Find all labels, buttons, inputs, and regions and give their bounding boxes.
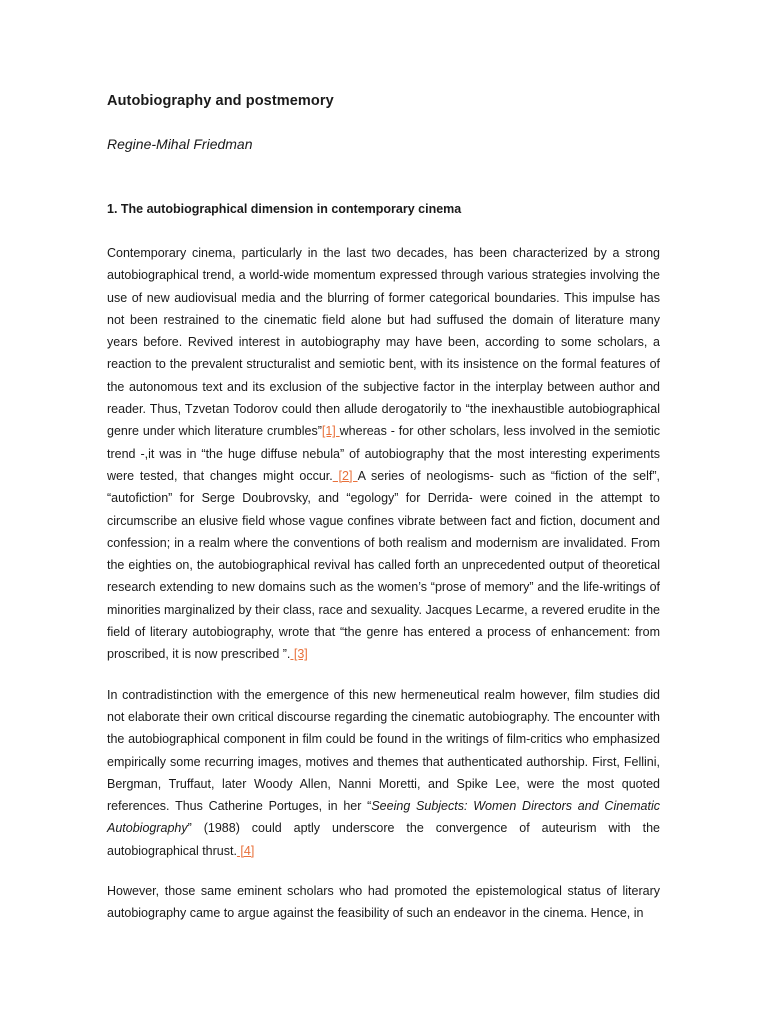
document-title: Autobiography and postmemory — [107, 93, 334, 109]
footnote-link[interactable]: [2] — [332, 468, 358, 483]
paragraph-2 — [107, 684, 660, 862]
footnote-link[interactable]: [4] — [236, 843, 255, 858]
footnote-link[interactable]: [1] — [321, 424, 340, 439]
author-name: Regine-Mihal Friedman — [107, 136, 253, 152]
document-body — [107, 91, 660, 925]
paragraph-text: whereas - for other scholars, less involved in the semiotic trend -,it was in “the huge diffuse nebula” of autobiography that the most interesting experiments were tested, that changes might occur. — [107, 424, 660, 483]
paragraph-text: A series of neologisms- such as “fiction of the self”, “autofiction” for Serge Doubrovsky, and “egology” for Derrida- were coined in the attempt to circumscribe an elusive field whose vague confines vibrate between fact and fiction, document and confession; in a realm where the conventions of both realism and modernism are invalidated. From the eighties on, the autobiographical revival has called forth an unprecedented output of theoretical research extending to new domains such as the women’s “prose of memory” and the life-writings of minorities marginalized by their class, race and sexuality. Jacques Lecarme, a revered erudite in the field of literary autobiography, wrote that “the genre has entered a process of enhancement: from proscribed, it is now prescribed ”. — [107, 468, 661, 662]
paragraph-text: In contradistinction with the emergence of this new hermeneutical realm however, film studies did not elaborate their own critical discourse regarding the cinematic autobiography. The encounter with the autobiographical component in film could be found in the writings of film-critics who emphasized empirically some recurring images, motives and themes that authenticated authorship. First, Fellini, Bergman, Truffaut, later Woody Allen, Nanni Moretti, and Spike Lee, were the most quoted references. Thus Catherine Portuges, in her “ — [107, 687, 660, 814]
italic-title: Seeing Subjects: Women Directors and Cinematic Autobiography — [107, 799, 660, 836]
paragraph-1 — [107, 242, 660, 666]
footnote-link[interactable]: [3] — [290, 647, 308, 662]
paragraph-text: ” (1988) could aptly underscore the convergence of auteurism with the autobiographical thrust. — [107, 821, 660, 858]
paragraph-text: Contemporary cinema, particularly in the last two decades, has been characterized by a strong autobiographical trend, a world-wide momentum expressed through various strategies involving the use of new audiovisual media and the blurring of former categorical boundaries. This impulse has not been restrained to the cinematic field alone but had suffused the domain of literature many years before. Revived interest in autobiography may have been, according to some scholars, a reaction to the prevalent structuralist and semiotic bent, with its insistence on the formal features of the autonomous text and its exclusion of the subjective factor in the interplay between author and reader. Thus, Tzvetan Todorov could then allude derogatorily to “the inexhaustible autobiographical genre under which literature crumbles” — [107, 246, 660, 439]
paragraph-3 — [107, 880, 660, 925]
section-heading: 1. The autobiographical dimension in contemporary cinema — [107, 202, 462, 216]
paragraph-text: However, those same eminent scholars who had promoted the epistemological status of literary autobiography came to argue against the feasibility of such an endeavor in the cinema. Hence, in — [107, 884, 660, 921]
